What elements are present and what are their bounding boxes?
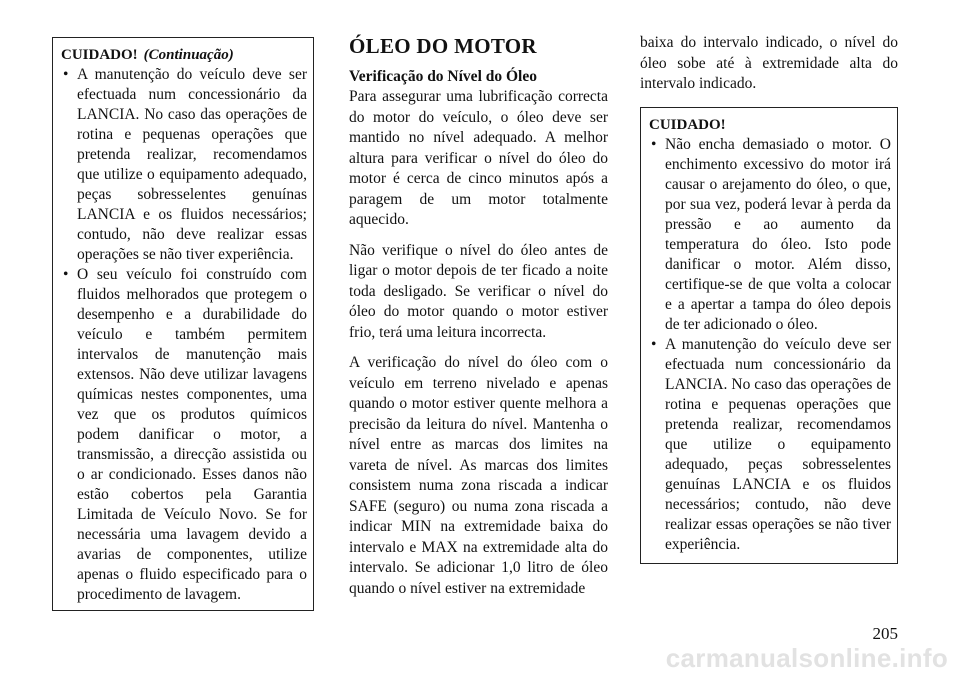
body-paragraph-continued: baixa do intervalo indicado, o nível do óleo sobe até à extremidade alta do intervalo indicado. xyxy=(640,34,898,92)
page-number: 205 xyxy=(872,624,898,643)
caution-box xyxy=(640,107,898,564)
caution-list xyxy=(649,135,891,555)
body-paragraph: Não verifique o nível do óleo antes de ligar o motor depois de ter ficado a noite toda desligado. Se verificar o nível do óleo do motor quando o motor estiver frio, terá uma leitura incorrecta. xyxy=(349,241,608,341)
caution-box-continued xyxy=(52,37,314,611)
middle-column xyxy=(349,33,608,609)
body-paragraph: Para assegurar uma lubrificação correcta do motor do veículo, o óleo deve ser mantido no nível adequado. A melhor altura para verificar o nível do óleo do motor é cerca de cinco minutos após a paragem de um motor totalmente aquecido. xyxy=(349,88,608,228)
left-column xyxy=(52,37,314,611)
caution-title: CUIDADO! xyxy=(649,116,726,133)
section-title: ÓLEO DO MOTOR xyxy=(349,34,537,58)
caution-title: CUIDADO! xyxy=(61,47,138,63)
caution-list xyxy=(61,65,307,605)
caution-heading xyxy=(61,45,307,65)
caution-item: • A manutenção do veículo deve ser efectuada num concessionário da LANCIA. No caso das operações de rotina e pequenas operações que pretenda realizar, recomendamos que utilize o equipamento adequado, peças sobresselentes genuínas LANCIA e os fluidos necessários; contudo, não deve realizar essas operações se não tiver experiência. xyxy=(61,65,307,265)
continuation-label: (Continuação) xyxy=(143,47,234,63)
caution-item: • Não encha demasiado o motor. O enchimento excessivo do motor irá causar o arejamento do óleo, o que, por sua vez, poderá levar à perda da pressão e ao aumento da temperatura do óleo. Isto pode danificar o motor. Além disso, certifique-se de que volta a colocar e a apertar a tampa do óleo depois de ter adicionado o óleo. xyxy=(649,135,891,335)
right-column xyxy=(640,33,898,564)
watermark: carmanualsonline.info xyxy=(665,643,948,673)
caution-item: • O seu veículo foi construído com fluidos melhorados que protegem o desempenho e a durabilidade do veículo e também permitem intervalos de manutenção mais extensos. Não deve utilizar lavagens químicas nestes componentes, uma vez que os produtos químicos podem danificar o motor, a transmissão, a direcção assistida ou o ar condicionado. Esses danos não estão cobertos pela Garantia Limitada de Veículo Novo. Se for necessária uma lavagem devido a avarias de componentes, utilize apenas o fluido especificado para o procedimento de lavagem. xyxy=(61,265,307,605)
body-paragraph: A verificação do nível do óleo com o veículo em terreno nivelado e apenas quando o motor estiver quente melhora a precisão da leitura do nível. Mantenha o nível entre as marcas dos limites na vareta de nível. As marcas dos limites consistem numa zona riscada a indicar SAFE (seguro) ou numa zona riscada a indicar MIN na extremidade baixa do intervalo e MAX na extremidade alta do intervalo. Se adicionar 1,0 litro de óleo quando o nível estiver na extremidade xyxy=(349,354,608,597)
caution-item: • A manutenção do veículo deve ser efectuada num concessionário da LANCIA. No caso das operações de rotina e pequenas operações que pretenda realizar, recomendamos que utilize o equipamento adequado, peças sobresselentes genuínas LANCIA e os fluidos necessários; contudo, não deve realizar essas operações se não tiver experiência. xyxy=(649,335,891,555)
subsection-title: Verificação do Nível do Óleo xyxy=(349,68,537,85)
